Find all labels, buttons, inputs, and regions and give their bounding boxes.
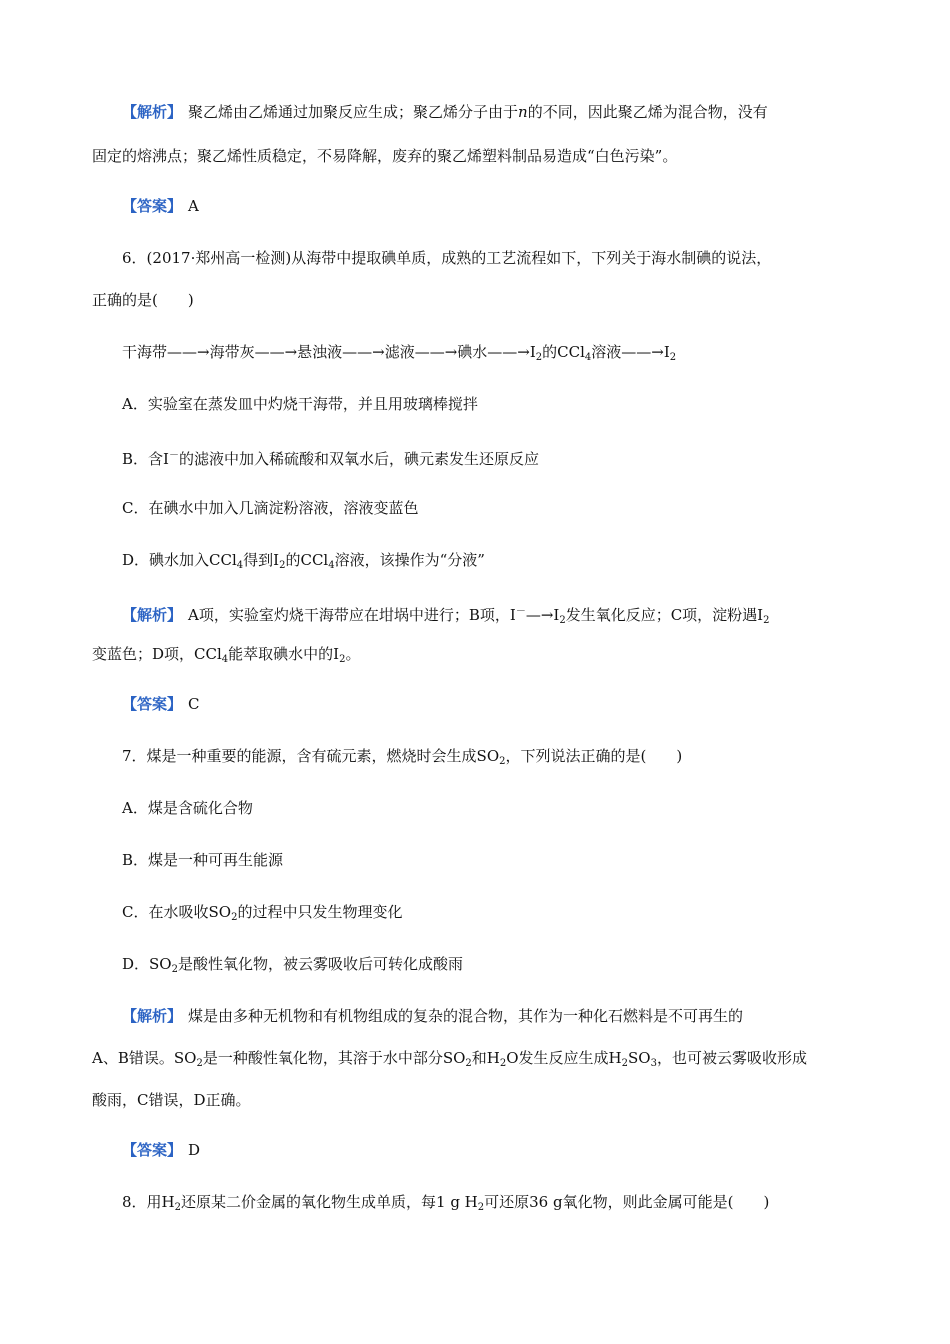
q7-analysis-line-3: 酸雨，C错误，D正确。 (92, 1091, 251, 1109)
answer-tag: 【答案】 (122, 1141, 183, 1159)
q7-analysis-line-1: 【解析】 煤是由多种无机物和有机物组成的复杂的混合物，其作为一种化石燃料是不可再生的 (122, 1007, 744, 1025)
q7-option-d: D．$SO_2$是酸性氧化物，被云雾吸收后可转化成酸雨 (122, 955, 463, 975)
q7-option-a: A．煤是含硫化合物 (122, 799, 253, 817)
analysis-tag: 【解析】 (122, 103, 183, 121)
analysis-tag: 【解析】 (122, 1007, 183, 1025)
q6-answer: C (188, 695, 200, 713)
q6-option-b: B．含I－的滤液中加入稀硫酸和双氧水后，碘元素发生还原反应 (122, 450, 539, 468)
q7-option-b: B．煤是一种可再生能源 (122, 851, 284, 869)
q5-analysis-text-b: 的不同，因此聚乙烯为混合物，没有 (527, 103, 768, 121)
q6-process-flow: 干海带——→海带灰——→悬浊液——→滤液——→碘水$——\to I_2$的CCl$_4$溶液$——\to I_2$ (122, 343, 677, 363)
answer-tag: 【答案】 (122, 695, 183, 713)
q5-analysis-line-1 (122, 102, 862, 122)
q5-analysis-text-a: 聚乙烯由乙烯通过加聚反应生成；聚乙烯分子由于 (188, 103, 519, 121)
q6-analysis-line-1: 【解析】 A项，实验室灼烧干海带应在坩埚中进行；B项，$I^-—\to I_2$发生氧化反应；C项，淀粉遇$I_2$ (122, 606, 770, 626)
q5-analysis-n: n (518, 103, 528, 121)
q6-option-d: D．碘水加入CCl$_4$得到$I_2$的CCl$_4$溶液，该操作为“分液” (122, 551, 485, 571)
q5-answer: A (188, 197, 199, 215)
q6-stem-line-1: 6．(2017·郑州高一检测)从海带中提取碘单质，成熟的工艺流程如下，下列关于海水制碘的说法， (122, 249, 772, 267)
q6-option-a: A．实验室在蒸发皿中灼烧干海带，并且用玻璃棒搅拌 (122, 395, 478, 413)
q7-answer: D (188, 1141, 201, 1159)
q7-answer-line (122, 1140, 862, 1160)
q6-stem-line-2: 正确的是( ) (92, 291, 194, 309)
answer-tag: 【答案】 (122, 197, 183, 215)
analysis-tag: 【解析】 (122, 606, 183, 624)
q7-option-c: C．在水吸收$SO_2$的过程中只发生物理变化 (122, 903, 403, 923)
q6-answer-line (122, 694, 862, 714)
q7-analysis-line-2: A、B错误。$SO_2$是一种酸性氧化物，其溶于水中部分$SO_2$和$H_2O$发生反应生成$H_2SO_3$，也可被云雾吸收形成 (92, 1049, 807, 1069)
q8-stem: 8．用$H_2$还原某二价金属的氧化物生成单质，每1 g $H_2$可还原36 g氧化物，则此金属可能是( ) (122, 1193, 770, 1213)
q7-stem: 7．煤是一种重要的能源，含有硫元素，燃烧时会生成$SO_2$，下列说法正确的是( ) (122, 747, 683, 767)
q6-option-c: C．在碘水中加入几滴淀粉溶液，溶液变蓝色 (122, 499, 419, 517)
q6-analysis-line-2: 变蓝色；D项，CCl$_4$能萃取碘水中的$I_2$。 (92, 645, 361, 665)
q5-answer-line (122, 196, 862, 216)
q5-analysis-line-2: 固定的熔沸点；聚乙烯性质稳定，不易降解，废弃的聚乙烯塑料制品易造成“白色污染”。 (92, 147, 678, 165)
